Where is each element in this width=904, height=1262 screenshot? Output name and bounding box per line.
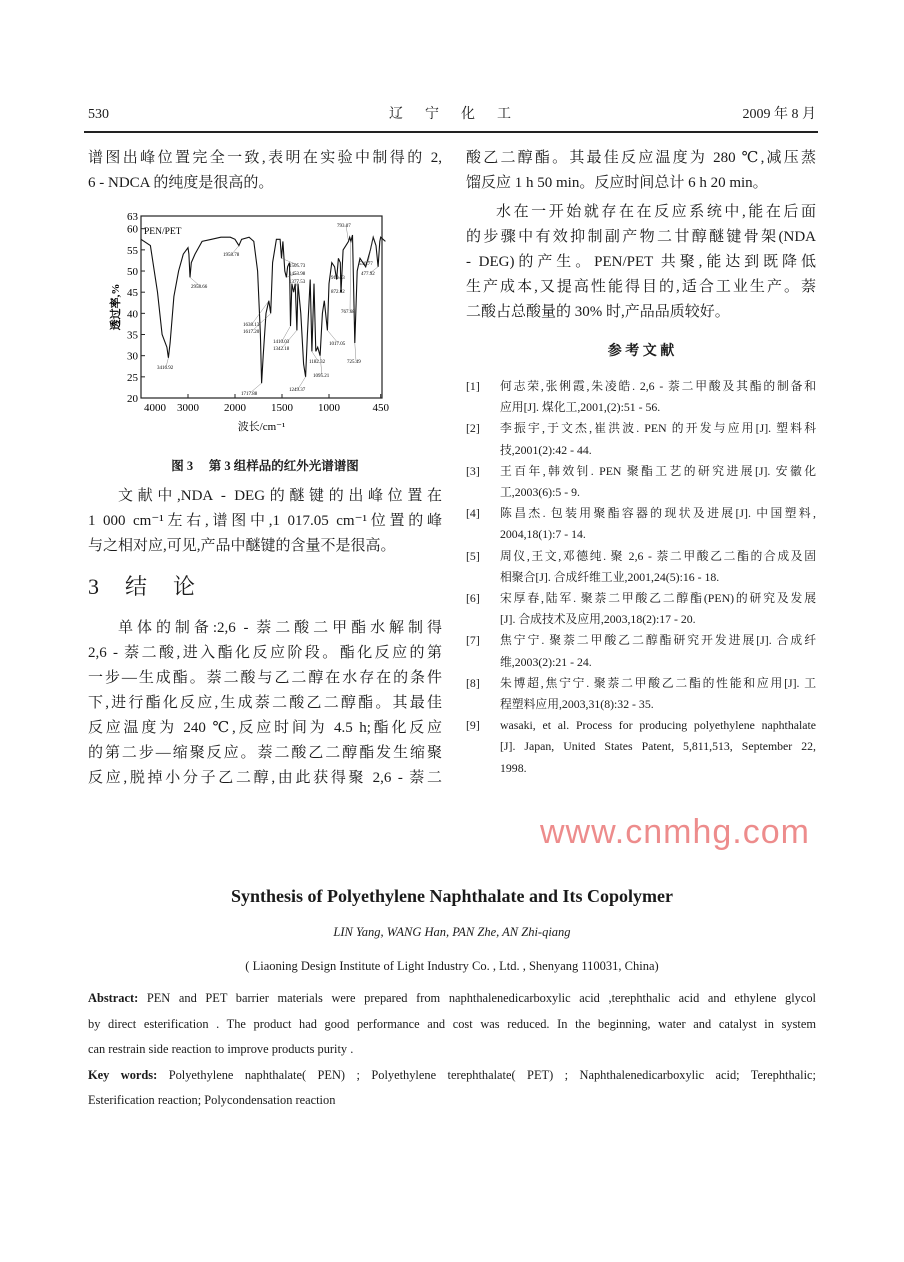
keywords-line: Esterification reaction; Polycondensation reaction <box>88 1093 336 1107</box>
reference-line: 李振宇,于文杰,崔洪波. PEN 的开发与应用[J]. 塑料科 <box>500 421 816 436</box>
abstract-line: by direct esterification . The product had good performance and cost was reduced. In the beginning, water and catalyst in system <box>88 1016 816 1031</box>
reference-number: [2] <box>466 421 480 436</box>
peak-label: 1182.32 <box>309 360 326 365</box>
reference-line: 应用[J]. 煤化工,2001,(2):51 - 56. <box>500 400 661 415</box>
peak-label: 1377.53 <box>289 280 306 285</box>
ir-spectrum-figure <box>105 205 405 445</box>
text-line: 反应温度为 240 ℃,反应时间为 4.5 h;酯化反应 <box>88 720 442 736</box>
text-line: 水在一开始就存在在反应系统中,能在后面 <box>496 204 816 220</box>
peak-label: 1505.73 <box>289 264 306 269</box>
right-para-1 <box>466 146 816 196</box>
reference-line: 技,2001(2):42 - 44. <box>500 442 592 457</box>
y-tick-label: 60 <box>127 223 138 236</box>
reference-number: [7] <box>466 633 480 648</box>
reference-number: [4] <box>466 506 480 521</box>
reference-item <box>466 376 816 418</box>
keywords-label: Key words: <box>88 1067 158 1082</box>
text-line: 酸乙二醇酯。其最佳反应温度为 280 ℃,减压蒸 <box>466 150 816 166</box>
peak-label: 1717.88 <box>241 392 258 397</box>
reference-item <box>466 546 816 588</box>
y-tick-label: 50 <box>127 266 138 279</box>
peak-label: 767.68 <box>341 310 355 315</box>
peak-label: 1958.78 <box>223 253 240 258</box>
text-line: 单体的制备:2,6 - 萘二酸二甲酯水解制得 <box>118 620 442 636</box>
peak-label: 1249.37 <box>289 388 306 393</box>
reference-line: 何志荣,张俐霞,朱凌皓. 2,6 - 萘二甲酸及其酯的制备和 <box>500 379 816 393</box>
y-tick-label: 35 <box>127 329 138 342</box>
reference-number: [3] <box>466 463 480 478</box>
peak-label: 872.02 <box>331 290 345 295</box>
abstract-label: Abstract: <box>88 991 139 1005</box>
x-tick-label: 3000 <box>177 402 199 414</box>
english-authors: LIN Yang, WANG Han, PAN Zhe, AN Zhi-qiang <box>333 925 571 939</box>
peak-leader-line <box>282 326 290 341</box>
text-line: 文献中,NDA - DEG的醚键的出峰位置在 <box>118 488 442 504</box>
reference-line: [J]. 合成技术及应用,2003,18(2):17 - 20. <box>500 612 696 627</box>
page-number: 530 <box>88 107 109 122</box>
ir-spectrum-chart <box>105 205 405 445</box>
text-line: 谱图出峰位置完全一致,表明在实验中制得的 2, <box>88 150 442 166</box>
y-tick-label: 25 <box>127 371 138 384</box>
reference-number: [8] <box>466 675 480 690</box>
text-line: 反应,脱掉小分子乙二醇,由此获得聚 2,6 - 萘二 <box>88 770 442 786</box>
y-axis-label: 透过率,% <box>110 283 122 331</box>
text-line: 的步骤中有效抑制副产物二甘醇醚键骨架(NDA <box>466 229 816 245</box>
peak-label: 2958.66 <box>191 285 208 290</box>
y-tick-label: 20 <box>127 393 138 405</box>
reference-line: 王百年,韩效钊. PEN 聚酯工艺的研究进展[J]. 安徽化 <box>500 463 816 478</box>
issue-date: 2009 年 8 月 <box>742 107 816 122</box>
peak-label: 793.07 <box>337 224 351 229</box>
reference-item <box>466 418 816 460</box>
peak-label: 919.53 <box>331 276 345 281</box>
english-title: Synthesis of Polyethylene Naphthalate and Its Copolymer <box>230 886 674 906</box>
reference-line: 1998. <box>500 760 527 775</box>
reference-line: 朱博超,焦宁宁. 聚萘二甲酸乙二酯的性能和应用[J]. 工 <box>500 675 816 690</box>
y-tick-label: 55 <box>127 244 138 257</box>
reference-line: 维,2003(2):21 - 24. <box>500 654 592 669</box>
peak-label: 530.77 <box>359 262 373 267</box>
text-line: 2,6 - 萘二酸,进入酯化反应阶段。酯化反应的第 <box>88 645 442 661</box>
journal-name: 辽 宁 化 工 <box>389 107 515 122</box>
reference-line: wasaki, et al. Process for producing polyethylene naphthalate <box>500 718 816 733</box>
peak-leader-line <box>350 241 351 311</box>
section-heading: 3 结 论 <box>88 574 198 599</box>
y-tick-label: 40 <box>127 308 138 321</box>
reference-line: 宋厚春,陆军. 聚萘二甲酸乙二醇酯(PEN)的研究及发展 <box>500 591 816 606</box>
left-para-2 <box>88 484 442 559</box>
peak-label: 477.92 <box>361 272 375 277</box>
text-line: 6 - NDCA 的纯度是很高的。 <box>88 175 274 191</box>
text-line: 的第二步—缩聚反应。萘二酸乙二醇酯发生缩聚 <box>88 745 442 761</box>
left-para-1 <box>88 146 442 196</box>
text-line: 下,进行酯化反应,生成萘二酸乙二醇酯。其最佳 <box>88 695 442 711</box>
figure-caption: 图 3 第 3 组样品的红外光谱谱图 <box>171 459 359 473</box>
reference-number: [6] <box>466 591 480 606</box>
peak-label: 3416.92 <box>157 366 174 371</box>
text-line: 馏反应 1 h 50 min。反应时间总计 6 h 20 min。 <box>466 175 768 191</box>
peak-label: 1638.13 <box>243 323 260 328</box>
peak-label: 1453.98 <box>289 272 306 277</box>
reference-number: [9] <box>466 718 480 733</box>
reference-line: 陈昌杰. 包装用聚酯容器的现状及进展[J]. 中国塑料, <box>500 506 816 521</box>
peak-leader-line <box>320 356 322 375</box>
y-tick-label: 30 <box>127 350 138 363</box>
reference-item <box>466 503 816 545</box>
x-tick-label: 1500 <box>271 402 293 414</box>
abstract-block <box>88 986 816 1114</box>
reference-item <box>466 715 816 779</box>
y-tick-label: 45 <box>127 287 138 300</box>
reference-number: [5] <box>466 548 480 563</box>
text-line: 与之相对应,可见,产品中醚键的含量不是很高。 <box>88 538 396 554</box>
reference-line: 2004,18(1):7 - 14. <box>500 527 586 542</box>
reference-line: 相聚合[J]. 合成纤维工业,2001,24(5):16 - 18. <box>500 569 720 584</box>
keywords-line: Polyethylene naphthalate( PEN) ; Polyethylene terephthalate( PET) ; Naphthalenedicarboxylic acid; Terephthalic; <box>157 1067 816 1082</box>
header-rule <box>84 131 818 133</box>
peak-label: 725.49 <box>347 360 361 365</box>
peak-label: 1410.03 <box>273 340 290 345</box>
left-para-3 <box>88 616 442 791</box>
series-label: PEN/PET <box>144 227 182 237</box>
text-line: 二酸占总酸量的 30% 时,产品品质较好。 <box>466 304 730 320</box>
abstract-line: PEN and PET barrier materials were prepared from naphthalenedicarboxylic acid ,terephthalic acid and ethylene glycol <box>138 991 816 1005</box>
x-tick-label: 4000 <box>144 402 166 414</box>
reference-line: 周仪,王文,邓德纯. 聚 2,6 - 萘二甲酸乙二酯的合成及固 <box>500 548 816 563</box>
y-tick-label: 63 <box>127 211 138 223</box>
peak-leader-line <box>368 237 373 263</box>
x-tick-label: 1000 <box>318 402 340 414</box>
x-axis-label: 波长/cm⁻¹ <box>237 421 286 433</box>
reference-item <box>466 630 816 672</box>
right-para-2 <box>466 200 816 325</box>
peak-label: 1095.21 <box>313 374 330 379</box>
peak-leader-line <box>355 343 356 361</box>
peak-label: 1017.05 <box>329 342 346 347</box>
reference-line: 程塑料应用,2003,31(8):32 - 35. <box>500 697 654 712</box>
reference-line: 焦宁宁. 聚萘二甲酸乙二醇酯研究开发进展[J]. 合成纤 <box>500 633 816 648</box>
x-tick-label: 450 <box>372 402 389 414</box>
english-affiliation: ( Liaoning Design Institute of Light Industry Co. , Ltd. , Shenyang 110031, China) <box>245 959 659 973</box>
reference-item <box>466 588 816 630</box>
reference-item <box>466 673 816 715</box>
watermark: www.cnmhg.com <box>540 813 810 851</box>
peak-label: 1342.18 <box>273 347 290 352</box>
reference-line: 工,2003(6):5 - 9. <box>500 485 580 500</box>
text-line: 1 000 cm⁻¹左右,谱图中,1 017.05 cm⁻¹位置的峰 <box>88 513 442 529</box>
peak-label: 1617.20 <box>243 330 260 335</box>
reference-number: [1] <box>466 379 480 393</box>
reference-item <box>466 461 816 503</box>
abstract-line: can restrain side reaction to improve products purity . <box>88 1042 354 1056</box>
text-line: - DEG)的产生。PEN/PET 共聚,能达到既降低 <box>466 254 816 270</box>
references-list <box>466 376 816 779</box>
text-line: 生产成本,又提高性能得目的,适合工业生产。萘 <box>466 279 816 295</box>
references-heading: 参 考 文 献 <box>607 344 675 359</box>
text-line: 一步—生成酯。萘二酸与乙二醇在水存在的条件 <box>88 670 442 686</box>
reference-line: [J]. Japan, United States Patent, 5,811,513, September 22, <box>500 739 816 754</box>
x-tick-label: 2000 <box>224 402 246 414</box>
